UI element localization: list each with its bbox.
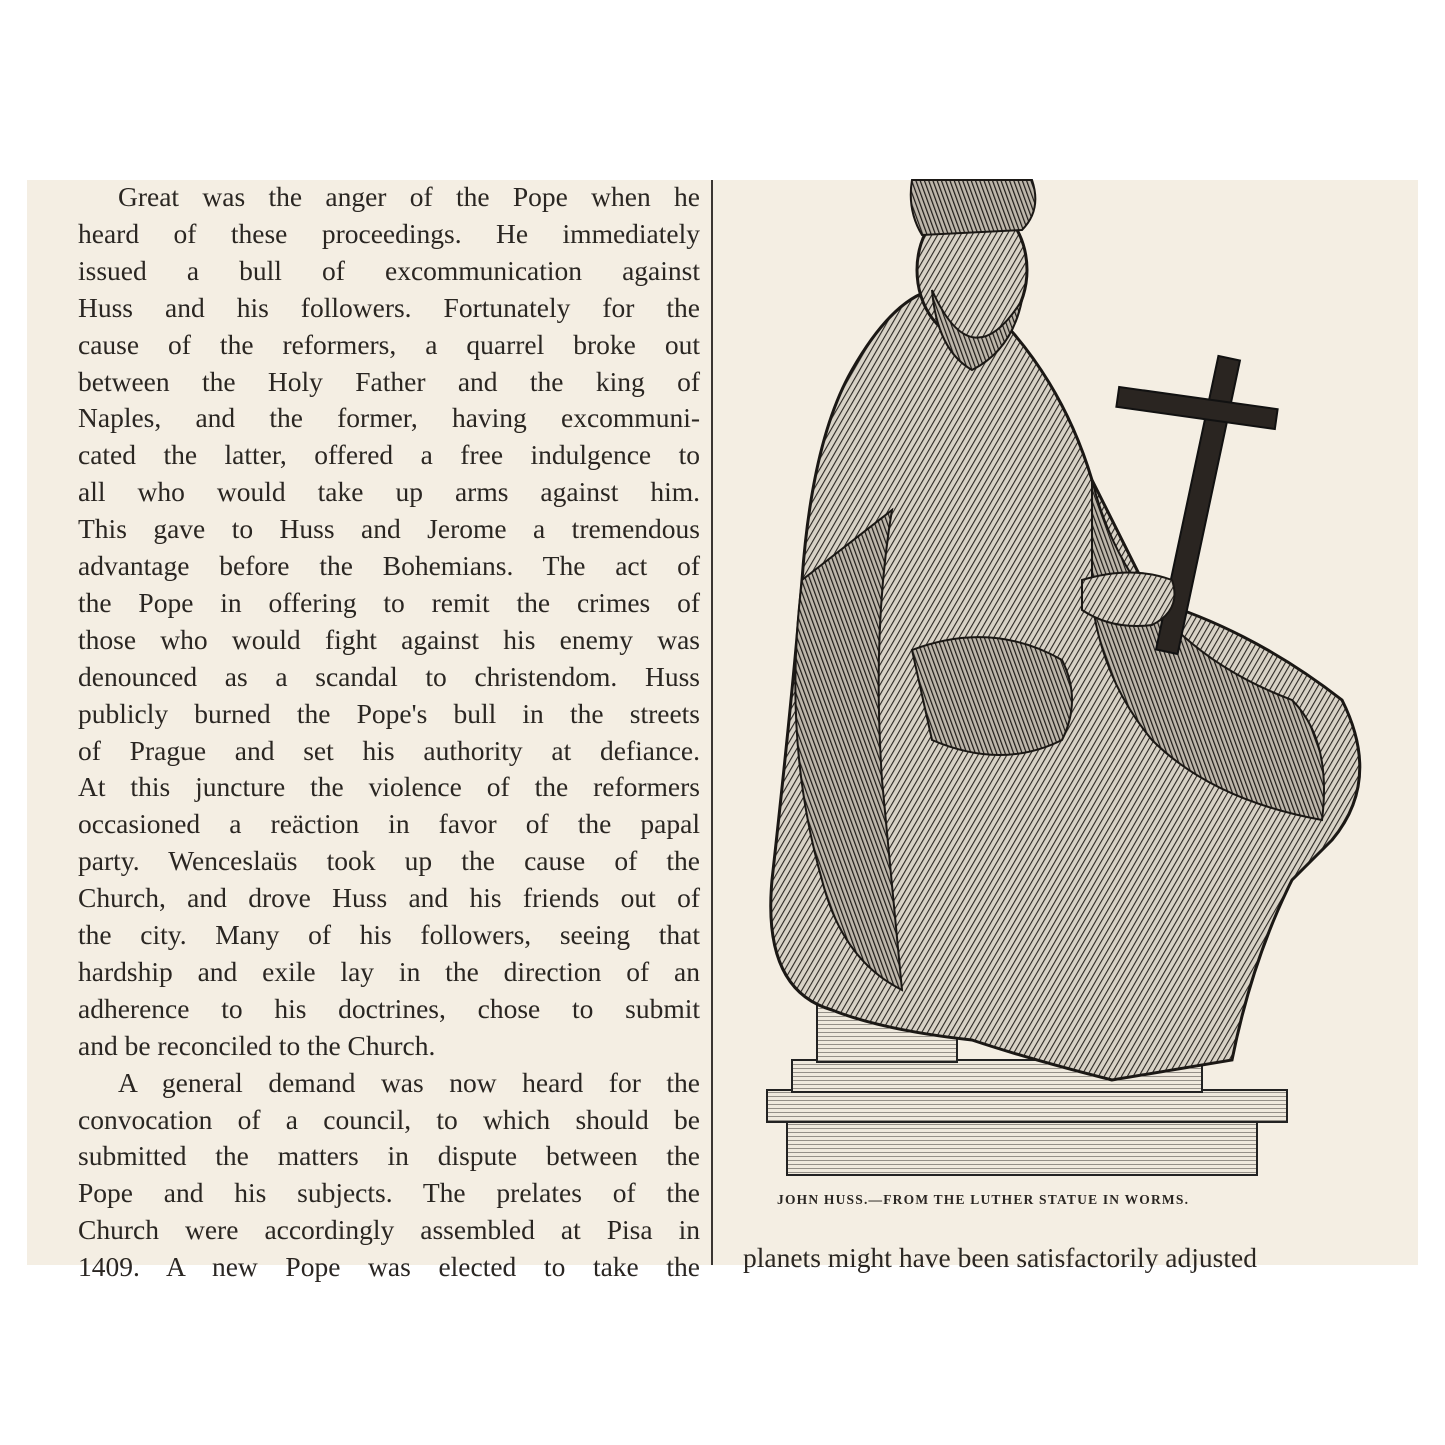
text-line: Pope and his subjects. The prelates of the bbox=[78, 1177, 700, 1209]
text-line: Church, and drove Huss and his friends out of bbox=[78, 882, 700, 914]
text-line: the city. Many of his followers, seeing that bbox=[78, 919, 700, 950]
text-line: all who would take up arms against him. bbox=[78, 476, 700, 508]
text-line: advantage before the Bohemians. The act of bbox=[78, 550, 700, 581]
text-line: 1409. A new Pope was elected to take the bbox=[78, 1251, 700, 1283]
text-line: convocation of a council, to which should be bbox=[78, 1103, 700, 1135]
text-line: Church were accordingly assembled at Pisa in bbox=[78, 1214, 700, 1246]
figure-caption: JOHN HUSS.—FROM THE LUTHER STATUE IN WORMS. bbox=[777, 1192, 1190, 1207]
text-line: Great was the anger of the Pope when he bbox=[118, 181, 700, 212]
text-line: occasioned a reäction in favor of the papal bbox=[78, 808, 700, 840]
text-line: adherence to his doctrines, chose to submit bbox=[78, 992, 700, 1024]
text-line: This gave to Huss and Jerome a tremendous bbox=[78, 513, 700, 545]
text-line: and be reconciled to the Church. bbox=[78, 1029, 436, 1061]
text-line: A general demand was now heard for the bbox=[118, 1066, 700, 1098]
text-line: those who would fight against his enemy was bbox=[78, 623, 700, 655]
text-line: Naples, and the former, having excommuni- bbox=[78, 402, 700, 434]
text-line: of Prague and set his authority at defiance. bbox=[78, 734, 700, 766]
statue-hands bbox=[1082, 573, 1175, 627]
text-line: heard of these proceedings. He immediately bbox=[78, 217, 700, 249]
text-line: party. Wenceslaüs took up the cause of the bbox=[78, 845, 700, 877]
text-line: denounced as a scandal to christendom. Huss bbox=[78, 660, 700, 692]
text-line: hardship and exile lay in the direction of an bbox=[78, 955, 700, 987]
text-line: issued a bull of excommunication against bbox=[78, 254, 700, 286]
text-line: Huss and his followers. Fortunately for the bbox=[78, 291, 700, 323]
column-rule bbox=[711, 180, 713, 1265]
text-line: cause of the reformers, a quarrel broke out bbox=[78, 328, 700, 360]
text-line: At this juncture the violence of the reformers bbox=[78, 771, 700, 803]
text-line: submitted the matters in dispute between the bbox=[78, 1140, 700, 1172]
book-page bbox=[27, 180, 1418, 1283]
text-line: between the Holy Father and the king of bbox=[78, 365, 700, 397]
text-line: cated the latter, offered a free indulgence to bbox=[78, 439, 700, 471]
text-line: publicly burned the Pope's bull in the streets bbox=[78, 697, 700, 729]
text-line: the Pope in offering to remit the crimes of bbox=[78, 586, 700, 618]
john-huss-statue-engraving bbox=[732, 180, 1382, 1180]
right-column-partial-line: planets might have been satisfactorily adjusted bbox=[743, 1242, 1257, 1273]
